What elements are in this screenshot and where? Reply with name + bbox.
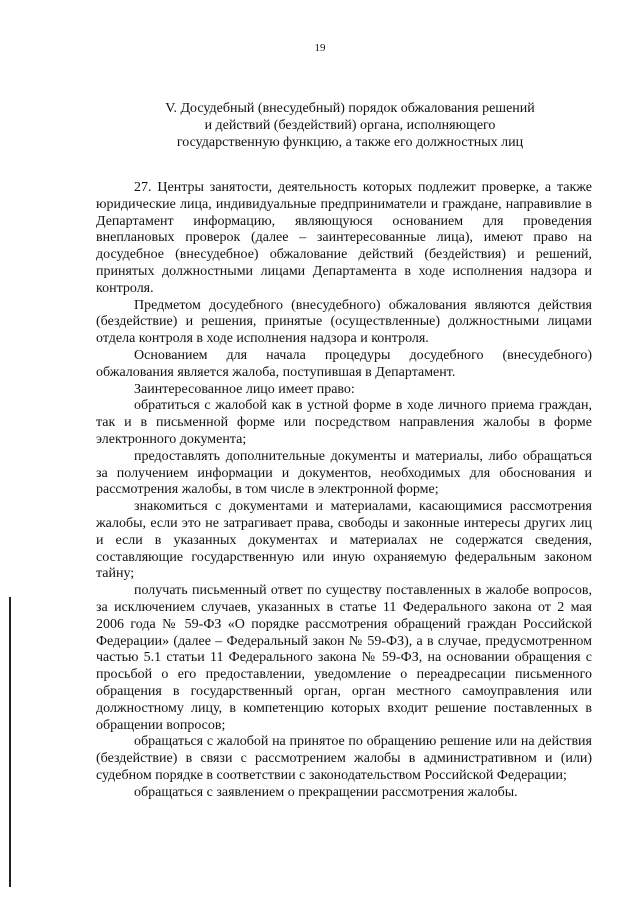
paragraph-10: обращаться с заявлением о прекращении рассмотрения жалобы. xyxy=(134,784,518,800)
paragraph-7: знакомиться с документами и материалами, касающимися рассмотрения жалобы, если это не затрагивает права, свободы и законные интересы других лиц и если в указанных документах и материалах не содержатся сведения, составляющие государственную или иную охраняемую федеральным законом тайну; xyxy=(96,499,592,582)
paragraph-2: Предметом досудебного (внесудебного) обжалования являются действия (бездействие) и решения, принятые (осуществленные) должностными лицами отдела контроля в ходе исполнения надзора и контроля. xyxy=(96,297,592,347)
margin-scan-mark xyxy=(9,597,11,887)
paragraph-9: обращаться с жалобой на принятое по обращению решение или на действия (бездействие) в связи с рассмотрением жалобы в административном и (или) судебном порядке в соответствии с законодательством Российской Федерации; xyxy=(96,734,592,783)
page-number: 19 xyxy=(314,42,326,54)
paragraph-8: получать письменный ответ по существу поставленных в жалобе вопросов, за исключением случаев, указанных в статье 11 Федерального закона от 2 мая 2006 года № 59-ФЗ «О порядке рассмотрения обращений граждан Российской Федерации» (далее – Федеральный закон № 59-ФЗ), а в случае, предусмотренном частью 5.1 статьи 11 Федерального закона № 59-ФЗ, на основании обращения с просьбой о его предоставлении, уведомление о переадресации письменного обращения в государственный орган, орган местного самоуправления или должностному лицу, в компетенцию которых входит решение поставленных в обращении вопросов; xyxy=(96,583,592,733)
paragraph-3: Основанием для начала процедуры досудебного (внесудебного) обжалования является жалоба, поступившая в Департамент. xyxy=(96,347,592,380)
paragraph-1: 27. Центры занятости, деятельность которых подлежит проверке, а также юридические лица, индивидуальные предприниматели и граждане, направивлие в Департамент информацию, являющуюся основанием для проведения внеплановых проверок (далее – заинтересованные лица), имеют право на досудебное (внесудебное) обжалование действий (бездействия) и решений, принятых должностными лицами Департамента в ходе исполнения надзора и контроля. xyxy=(96,180,592,296)
document-body xyxy=(96,180,592,801)
paragraph-4: Заинтересованное лицо имеет право: xyxy=(134,381,355,397)
section-title-line-1: V. Досудебный (внесудебный) порядок обжалования решений xyxy=(165,101,535,116)
section-title-line-2: и действий (бездействий) органа, исполняющего xyxy=(204,118,496,133)
paragraph-6: предоставлять дополнительные документы и материалы, либо обращаться за получением информации и документов, необходимых для обоснования и рассмотрения жалобы, в том числе в электронной форме; xyxy=(96,448,592,498)
section-title xyxy=(110,100,590,151)
section-title-line-3: государственную функцию, а также его должностных лиц xyxy=(176,135,524,150)
paragraph-5: обратиться с жалобой как в устной форме в ходе личного приема граждан, так и в письменной форме или посредством направления жалобы в форме электронного документа; xyxy=(96,398,592,447)
